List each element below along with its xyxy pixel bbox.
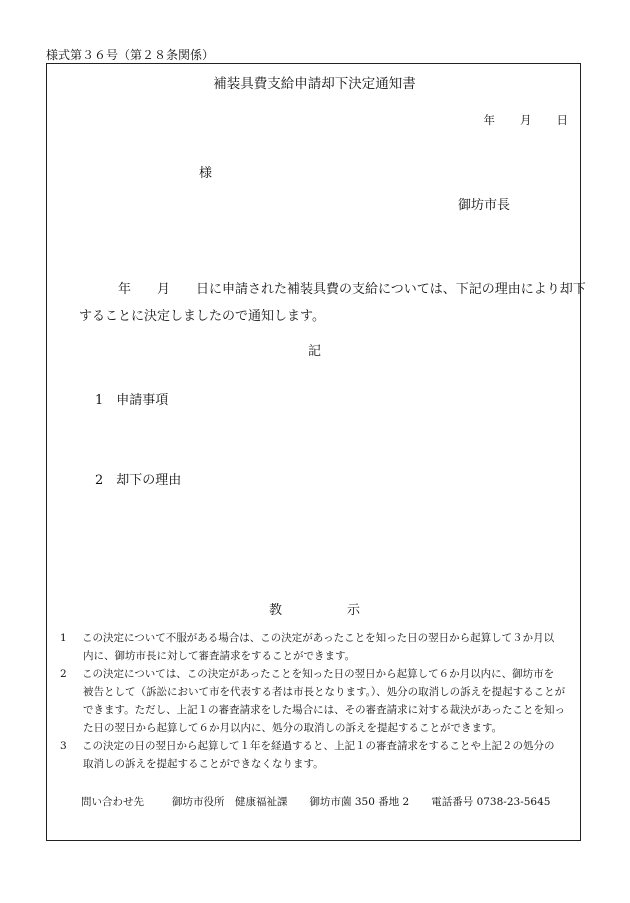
notice-frame: [46, 63, 586, 841]
item-application-matter: 1 申請事項: [95, 393, 169, 408]
form-number-label: 様式第３６号（第２８条関係）: [46, 48, 215, 62]
contact-phone: 電話番号 0738-23-5645: [431, 796, 551, 808]
issue-date: [484, 112, 569, 128]
note-1-line-2: 内に、御坊市長に対して審査請求をすることができます。: [83, 650, 356, 662]
ki-heading: 記: [307, 344, 321, 359]
note-3-line-2: 取消しの訴えを提起することができなくなります。: [83, 758, 324, 770]
contact-address: 御坊市薗 350 番地 2: [309, 796, 410, 808]
addressee: 様: [199, 166, 213, 181]
contact-label: 問い合わせ先: [81, 796, 144, 808]
note-3-line-1: 3 この決定の日の翌日から起算して１年を経過すると、上記１の審査請求をすることや上記２の処分の: [60, 740, 555, 752]
date-year: 年: [483, 113, 495, 127]
note-2-line-4: た日の翌日から起算して６か月以内に、処分の取消しの訴えを提起することができます。: [83, 722, 503, 734]
note-2-line-2: 被告として（訴訟において市を代表する者は市長となります。）、処分の取消しの訴えを提起することが: [83, 686, 566, 698]
document-title: 補装具費支給申請却下決定通知書: [213, 76, 416, 92]
date-day: 日: [556, 113, 568, 127]
note-2-line-3: できます。ただし、上記１の審査請求をした場合には、その審査請求に対する裁決があったことを知っ: [83, 704, 566, 716]
body-line-2: することに決定しましたので通知します。: [79, 309, 325, 324]
date-month: 月: [520, 113, 532, 127]
item-rejection-reason: 2 却下の理由: [95, 473, 182, 488]
contact-office: 御坊市役所 健康福祉課: [172, 796, 288, 808]
instruction-heading: 教 示: [268, 603, 360, 618]
contact-info: [81, 794, 550, 809]
note-1-line-1: 1 この決定について不服がある場合は、この決定があったことを知った日の翌日から起算して３か月以: [60, 632, 555, 644]
sender-name: 御坊市長: [457, 198, 510, 213]
body-line-1: 年 月 日に申請された補装具費の支給については、下記の理由により却下: [79, 282, 586, 297]
note-2-line-1: 2 この決定については、この決定があったことを知った日の翌日から起算して６か月以内に、御坊市を: [60, 668, 555, 680]
